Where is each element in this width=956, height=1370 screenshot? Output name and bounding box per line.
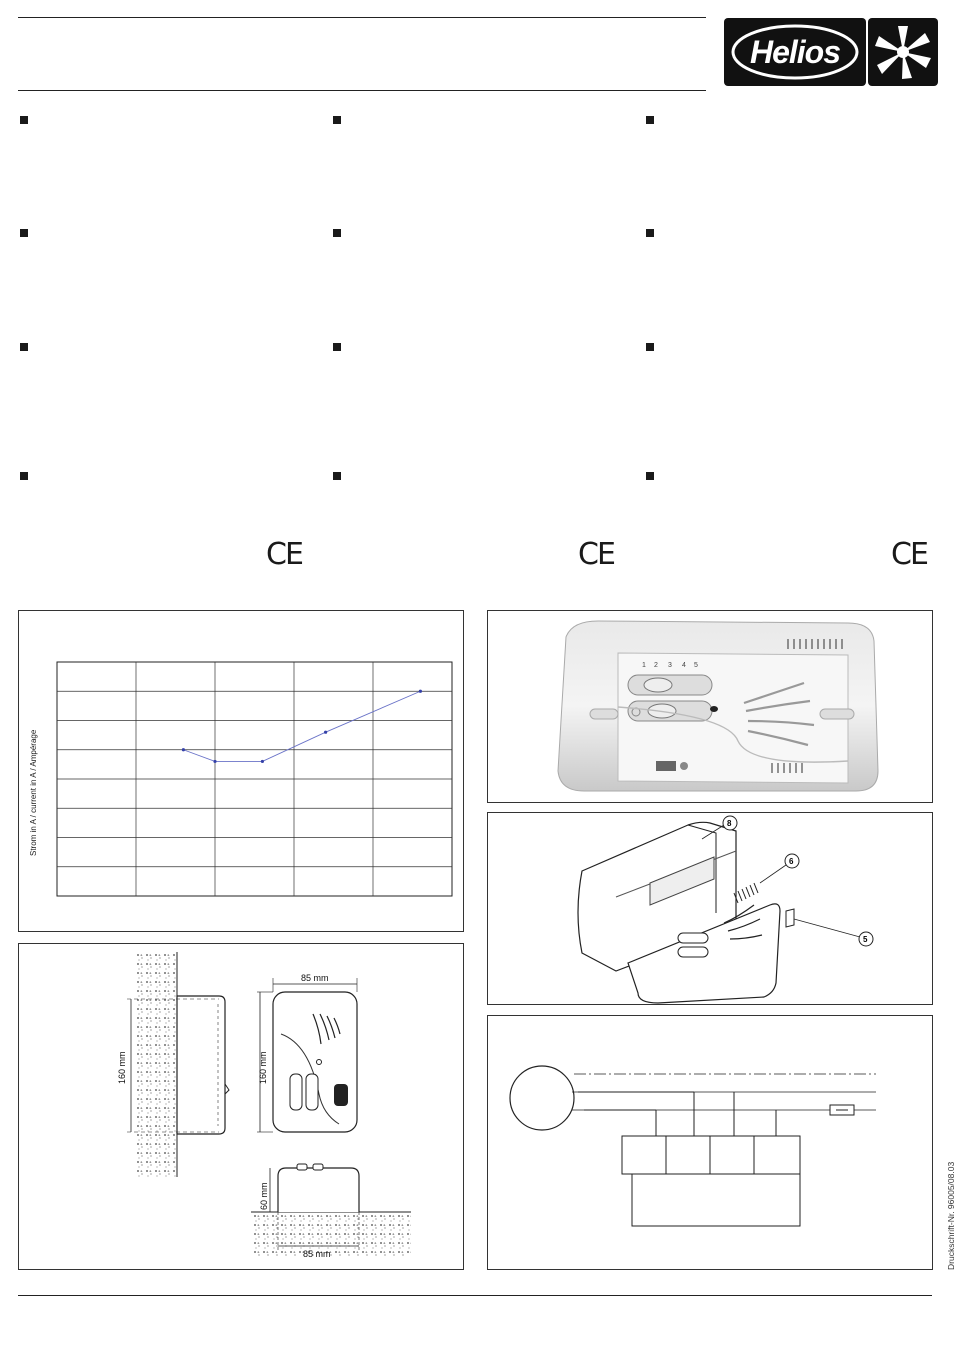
- callout-8: 8: [727, 819, 732, 828]
- ce-mark: CE: [578, 537, 614, 572]
- exploded-view-panel: [487, 812, 933, 1005]
- dim-side-height: 160 mm: [117, 1051, 127, 1084]
- device-scale-label: 5: [694, 662, 698, 669]
- chart-data-point: [324, 731, 327, 734]
- section-bullet: [333, 229, 341, 237]
- section-bullet: [646, 343, 654, 351]
- section-bullet: [20, 116, 28, 124]
- dimension-drawing: [19, 944, 465, 1271]
- current-chart: [19, 611, 465, 933]
- wiring-diagram-panel: [487, 1015, 933, 1270]
- chart-data-point: [213, 760, 216, 763]
- ce-mark: CE: [266, 537, 302, 572]
- section-bullet: [20, 343, 28, 351]
- chart-y-axis-label: Strom in A / current in A / Ampérage: [29, 729, 38, 856]
- wiring-diagram: [488, 1016, 934, 1271]
- dim-bottom-width: 85 mm: [303, 1249, 331, 1259]
- dim-depth: 60 mm: [259, 1182, 269, 1210]
- section-bullet: [333, 343, 341, 351]
- section-bullet: [333, 116, 341, 124]
- dimension-drawing-panel: [18, 943, 464, 1270]
- section-bullet: [20, 472, 28, 480]
- logo-text: Helios: [749, 34, 841, 70]
- helios-logo: [724, 18, 866, 86]
- callout-6: 6: [789, 857, 794, 866]
- footer-rule: [18, 1295, 932, 1296]
- device-scale-label: 3: [668, 662, 672, 669]
- chart-data-point: [261, 760, 264, 763]
- section-bullet: [646, 229, 654, 237]
- dim-top-width: 85 mm: [301, 973, 329, 983]
- device-scale-label: 1: [642, 662, 646, 669]
- print-number: Druckschrift-Nr. 96005/08.03: [946, 1161, 956, 1270]
- section-bullet: [646, 116, 654, 124]
- section-bullet: [333, 472, 341, 480]
- ce-mark: CE: [891, 537, 927, 572]
- device-scale-label: 4: [682, 662, 686, 669]
- section-bullet: [646, 472, 654, 480]
- chart-series-line: [183, 691, 420, 761]
- device-photo: [488, 611, 934, 804]
- dim-front-height: 160 mm: [258, 1051, 268, 1084]
- exploded-view: [488, 813, 934, 1006]
- device-photo-panel: [487, 610, 933, 803]
- section-bullet: [20, 229, 28, 237]
- fan-icon: [868, 18, 938, 86]
- device-scale-label: 2: [654, 662, 658, 669]
- header-bottom-rule: [18, 90, 706, 91]
- header-top-rule: [18, 17, 706, 18]
- chart-panel: [18, 610, 464, 932]
- callout-5: 5: [863, 935, 868, 944]
- chart-data-point: [182, 748, 185, 751]
- chart-data-point: [419, 690, 422, 693]
